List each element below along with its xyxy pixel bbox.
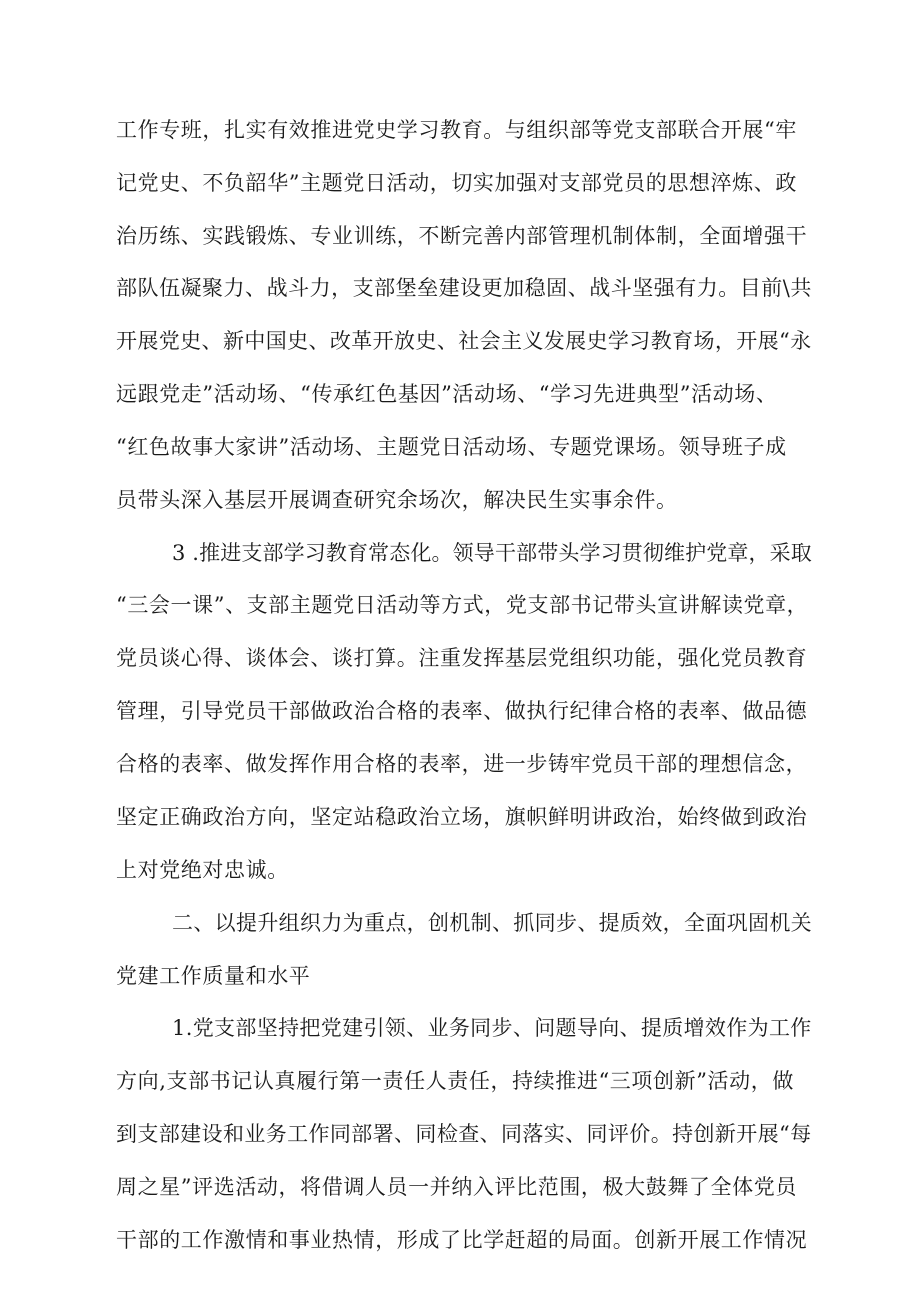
- text-line: 3 .推进支部学习教育常态化。领导干部带头学习贯彻维护党章，采取: [172, 541, 812, 565]
- text-line: 合格的表率、做发挥作用合格的表率，进一步铸牢党员干部的理想信念，: [116, 752, 808, 776]
- text-line: 坚定正确政治方向，坚定站稳政治立场，旗帜鲜明讲政治，始终做到政治: [116, 805, 808, 829]
- text-line: 1.党支部坚持把党建引领、业务同步、问题导向、提质增效作为工作: [172, 1016, 812, 1040]
- text-line: 部队伍凝聚力、战斗力，支部堡垒建设更加稳固、战斗坚强有力。目前\共: [116, 276, 812, 300]
- section-heading: 二、以提升组织力为重点，创机制、抓同步、提质效，全面巩固机关: [172, 911, 812, 935]
- text-line: 远跟党走”活动场、“传承红色基因”活动场、“学习先进典型”活动场、: [116, 382, 778, 406]
- text-line: 记党史、不负韶华”主题党日活动，切实加强对支部党员的思想淬炼、政: [116, 171, 797, 195]
- text-line: “红色故事大家讲”活动场、主题党日活动场、专题党课场。领导班子成: [116, 435, 787, 459]
- text-line: 治历练、实践锻炼、专业训练，不断完善内部管理机制体制，全面增强干: [116, 224, 808, 248]
- text-line: 员带头深入基层开展调查研究余场次，解决民生实事余件。: [116, 488, 678, 512]
- text-line: 周之星”评选活动，将借调人员一并纳入评比范围，极大鼓舞了全体党员: [116, 1175, 797, 1199]
- text-line: 管理，引导党员干部做政治合格的表率、做执行纪律合格的表率、做品德: [116, 699, 808, 723]
- text-line: 方向,支部书记认真履行第一责任人责任，持续推进“三项创新”活动，做: [116, 1069, 794, 1093]
- text-line: 党员谈心得、谈体会、谈打算。注重发挥基层党组织功能，强化党员教育: [116, 646, 808, 670]
- text-line: “三会一课”、支部主题党日活动等方式，党支部书记带头宣讲解读党章，: [116, 593, 809, 617]
- section-heading: 党建工作质量和水平: [116, 964, 311, 988]
- text-line: 开展党史、新中国史、改革开放史、社会主义发展史学习教育场，开展“永: [116, 329, 812, 353]
- text-line: 上对党绝对忠诚。: [116, 858, 289, 882]
- text-line: 到支部建设和业务工作同部署、同检查、同落实、同评价。持创新开展“每: [116, 1122, 812, 1146]
- text-line: 干部的工作激情和事业热情，形成了比学赶超的局面。创新开展工作情况: [116, 1228, 808, 1252]
- text-line: 工作专班，扎实有效推进党史学习教育。与组织部等党支部联合开展“牢: [116, 118, 797, 142]
